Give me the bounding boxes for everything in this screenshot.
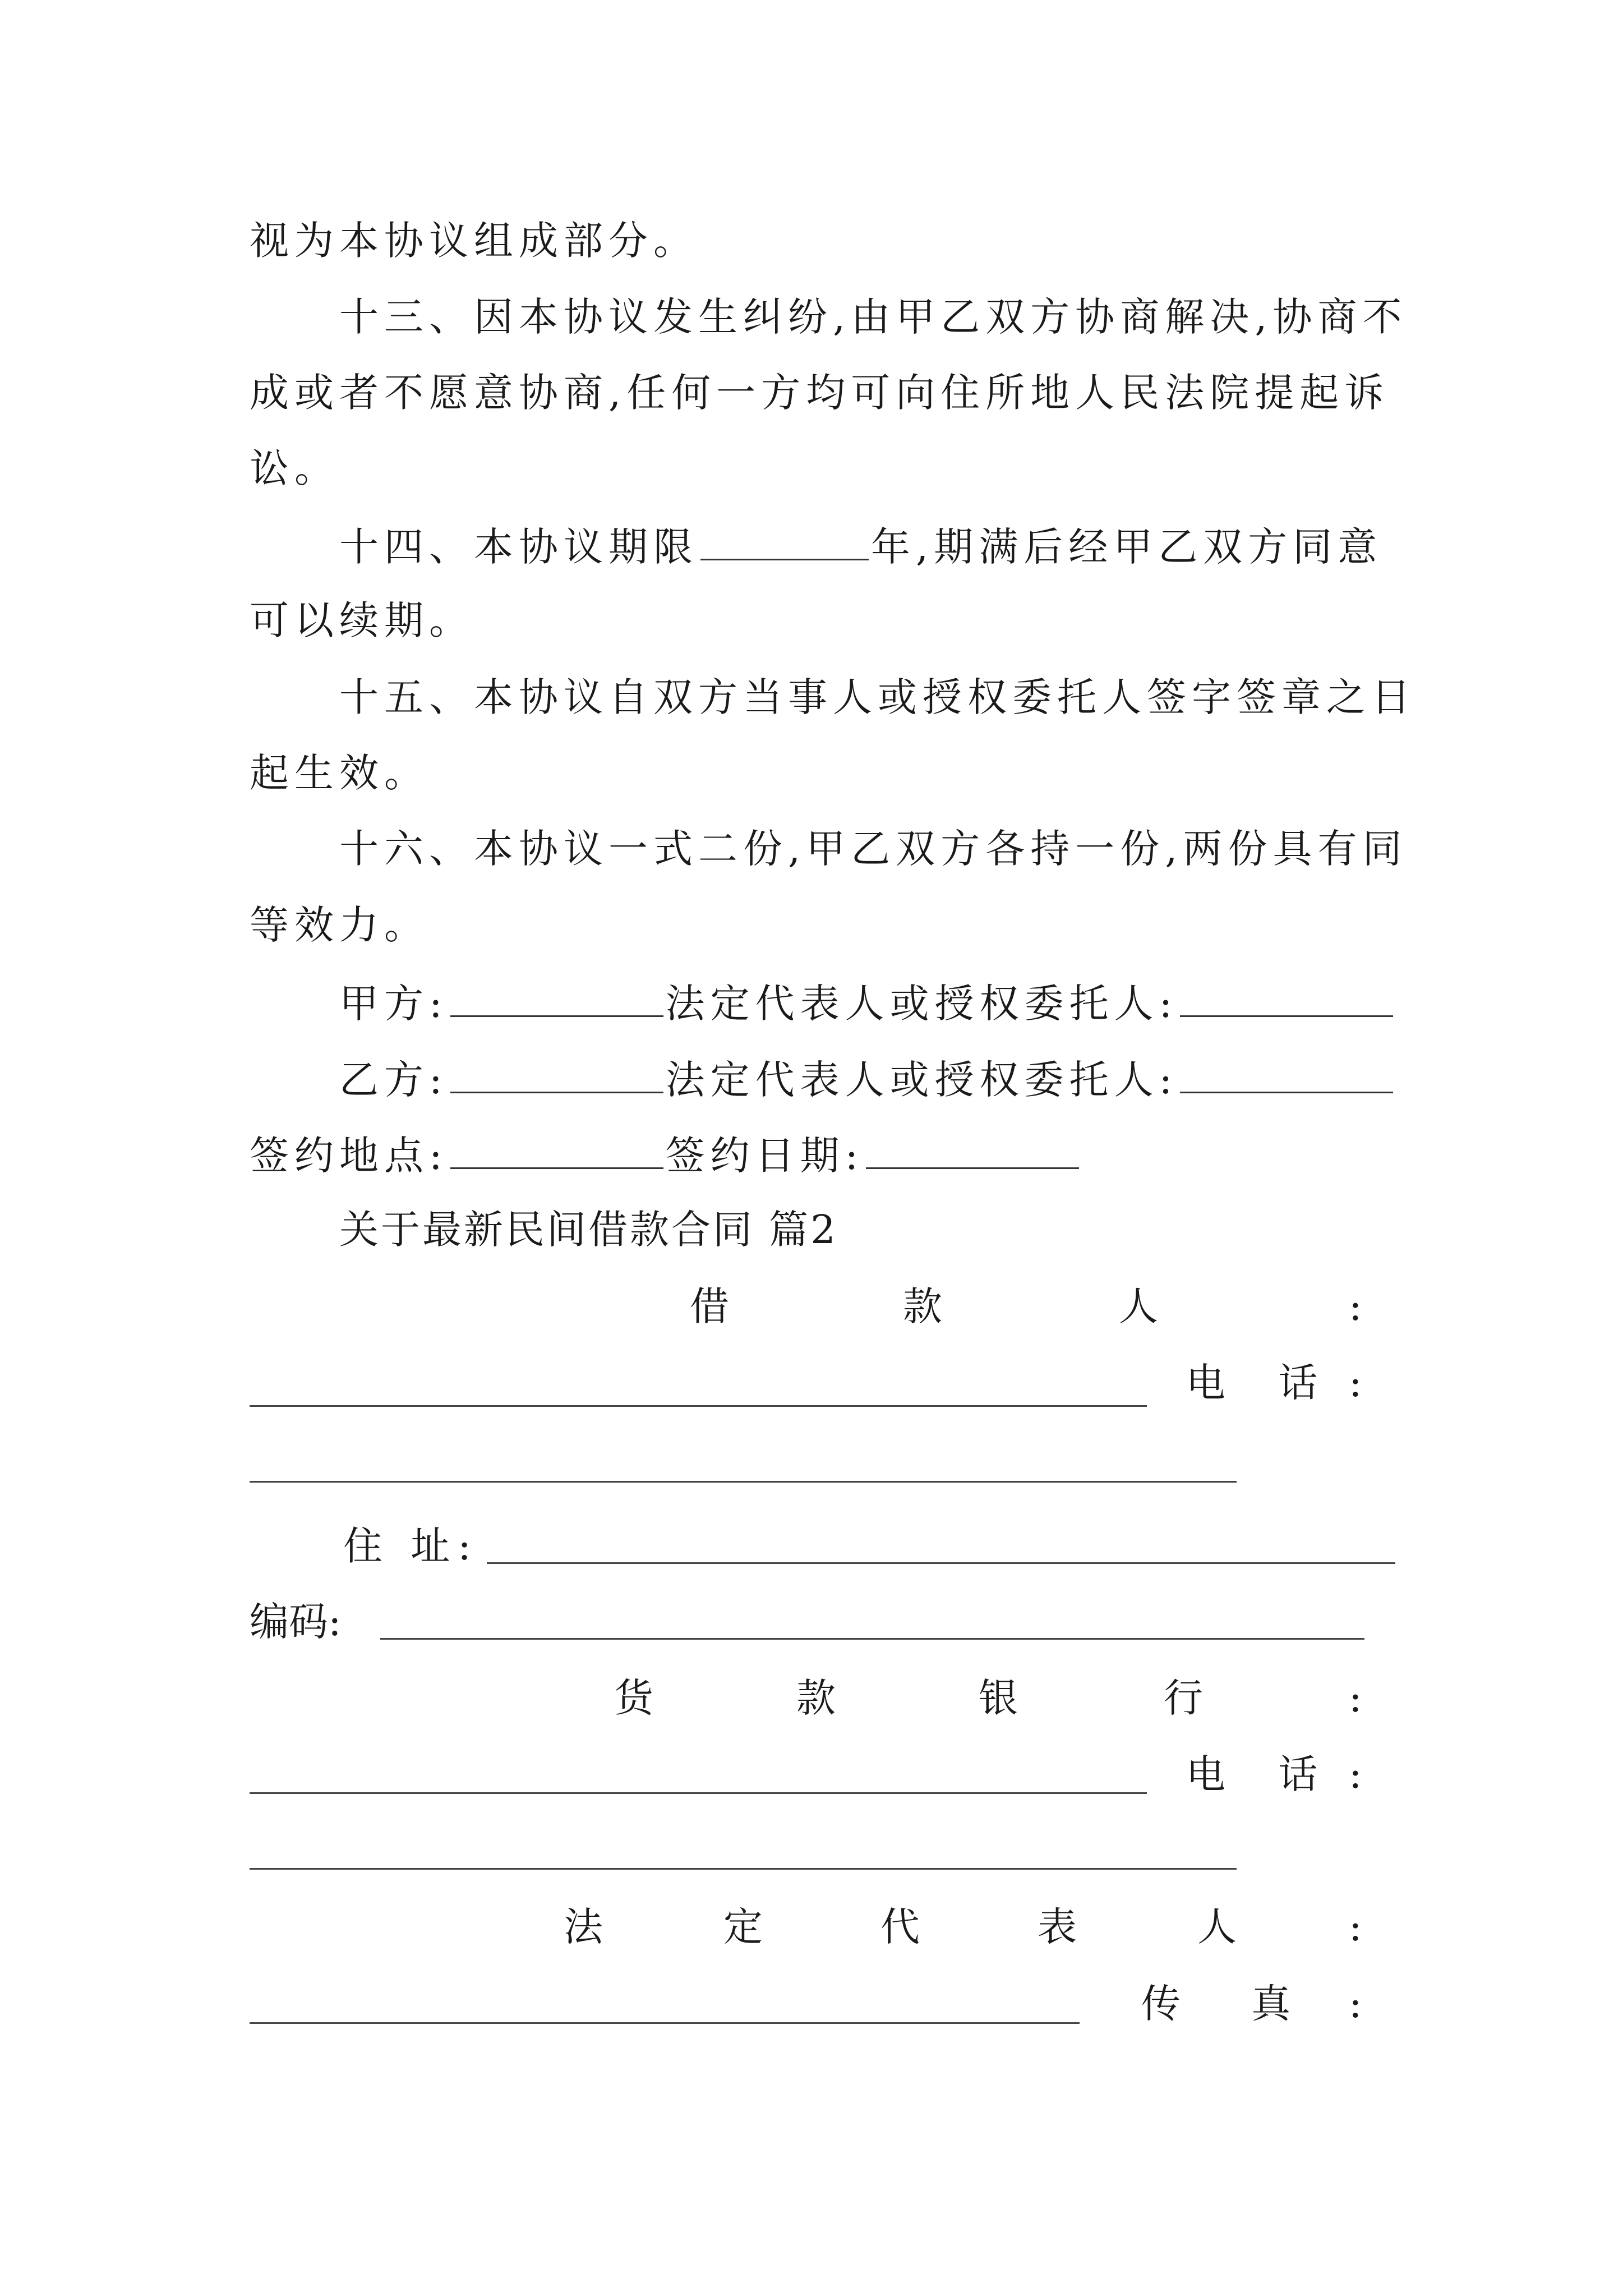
clause-14-suffix: 年,期满后经甲乙双方同意 [871, 524, 1383, 570]
party-a-rep-label: 法定代表人或授权委托人: [665, 981, 1178, 1027]
fax-colon: : [1349, 1981, 1362, 2027]
signing-date-label: 签约日期: [665, 1133, 864, 1179]
legal-rep-colon: : [1349, 1904, 1362, 1950]
borrower-colon: : [1349, 1283, 1362, 1329]
bank-phone-label: 电 话 [1186, 1751, 1338, 1797]
borrower-char-2: 款 [903, 1283, 942, 1329]
party-b-rep-blank[interactable] [1180, 1052, 1393, 1093]
signing-date-blank[interactable] [866, 1128, 1079, 1169]
signing-place-blank[interactable] [450, 1128, 663, 1169]
borrower-char-1: 借 [690, 1283, 729, 1329]
legal-rep-char-5: 人 [1197, 1904, 1237, 1950]
section-title: 关于最新民间借款合同 篇2 [339, 1207, 838, 1253]
address-label: 住 址: [343, 1523, 479, 1569]
clause-16-line-2: 等效力。 [250, 902, 429, 948]
clause-13-line-2: 成或者不愿意协商,任何一方均可向住所地人民法院提起诉 [250, 370, 1390, 416]
clause-14-line-1 [339, 519, 1394, 570]
clause-16-line-1: 十六、本协议一式二份,甲乙双方各持一份,两份具有同 [339, 826, 1408, 872]
party-b-signature-line [339, 1052, 1394, 1103]
legal-rep-char-1: 法 [564, 1904, 603, 1950]
borrower-name-blank[interactable] [250, 1405, 1147, 1407]
fax-label: 传 真 [1141, 1981, 1320, 2027]
bank-phone-colon: : [1349, 1751, 1362, 1797]
clause-15-line-1: 十五、本协议自双方当事人或授权委托人签字签章之日 [339, 674, 1416, 720]
clause-14-prefix: 十四、本协议期限 [339, 524, 698, 570]
paragraph-continuation: 视为本协议组成部分。 [250, 218, 698, 264]
legal-rep-char-3: 代 [880, 1904, 920, 1950]
party-a-label: 甲方: [339, 981, 448, 1027]
postal-code-blank[interactable] [380, 1638, 1364, 1640]
signing-info-line [250, 1128, 1394, 1179]
clause-13-line-3: 讼。 [250, 445, 339, 491]
party-b-label: 乙方: [339, 1057, 448, 1103]
party-a-rep-blank[interactable] [1180, 976, 1393, 1017]
borrower-phone-colon: : [1349, 1360, 1362, 1406]
party-b-rep-label: 法定代表人或授权委托人: [665, 1057, 1178, 1103]
party-a-signature-line [339, 976, 1394, 1027]
term-years-blank[interactable] [700, 519, 869, 560]
bank-char-2: 款 [796, 1675, 836, 1721]
postal-code-label: 编码: [250, 1599, 342, 1645]
clause-14-line-2: 可以续期。 [250, 597, 474, 643]
bank-name-blank[interactable] [250, 1792, 1147, 1794]
bank-char-1: 货 [614, 1675, 653, 1721]
party-a-blank[interactable] [450, 976, 663, 1017]
legal-rep-name-blank[interactable] [250, 2022, 1080, 2024]
borrower-char-3: 人 [1119, 1283, 1158, 1329]
party-b-blank[interactable] [450, 1052, 663, 1093]
clause-15-line-2: 起生效。 [250, 750, 429, 796]
bank-colon: : [1349, 1675, 1362, 1721]
clause-13-line-1: 十三、因本协议发生纠纷,由甲乙双方协商解决,协商不 [339, 294, 1408, 340]
bank-char-4: 行 [1164, 1675, 1203, 1721]
bank-phone-blank[interactable] [250, 1868, 1237, 1870]
address-blank[interactable] [487, 1562, 1395, 1564]
borrower-phone-blank[interactable] [250, 1481, 1237, 1483]
borrower-phone-label: 电 话 [1186, 1360, 1338, 1406]
legal-rep-char-4: 表 [1038, 1904, 1077, 1950]
bank-char-3: 银 [979, 1675, 1018, 1721]
legal-rep-char-2: 定 [723, 1904, 763, 1950]
signing-place-label: 签约地点: [250, 1133, 448, 1179]
